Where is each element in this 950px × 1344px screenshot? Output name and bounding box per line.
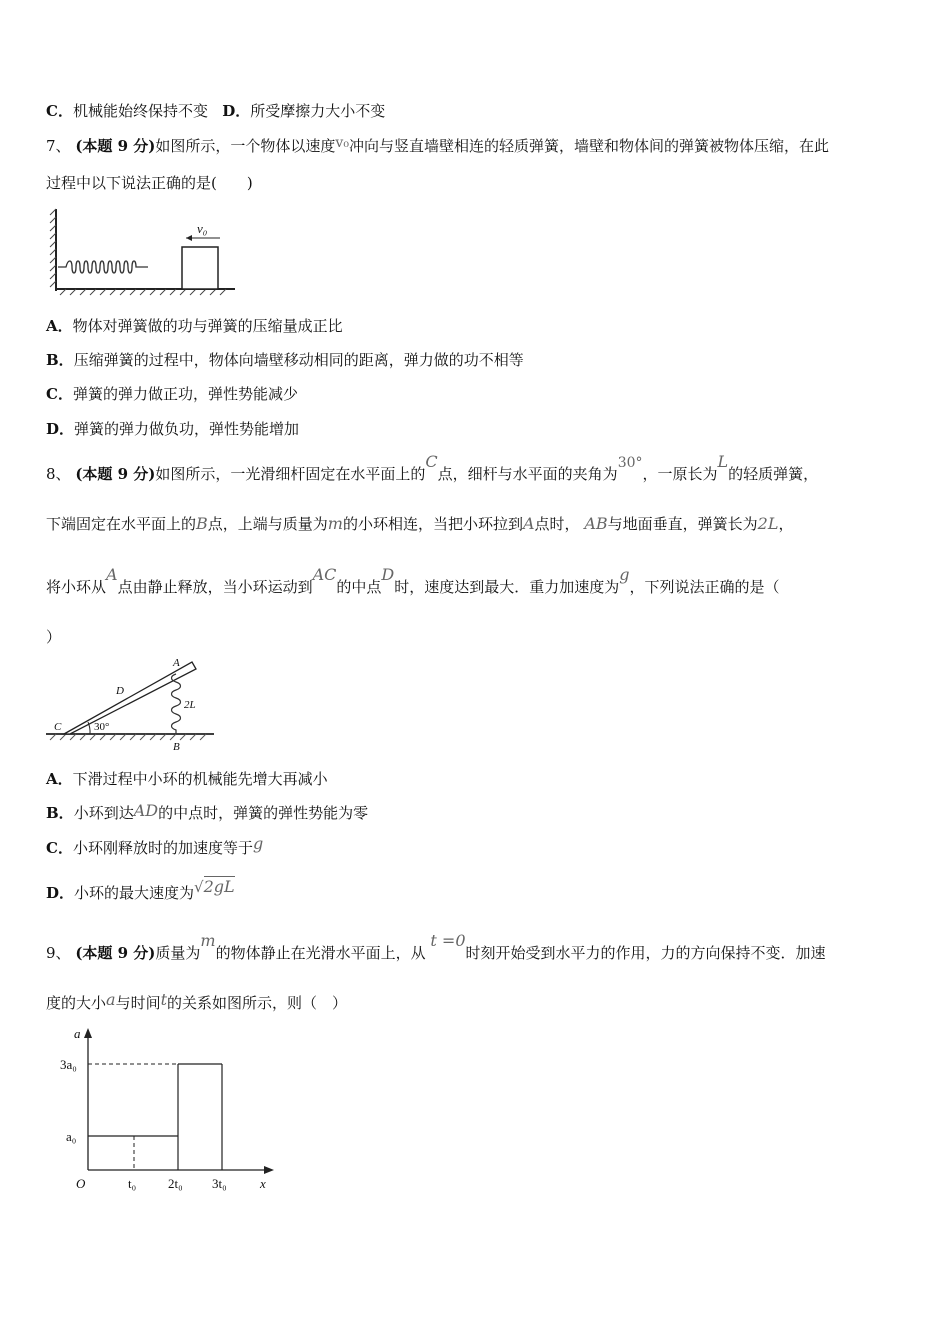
- q7-number: 7、: [46, 137, 71, 155]
- x-axis-arrow-icon: [264, 1166, 274, 1174]
- fig-label-B: B: [173, 741, 180, 753]
- q8-option-c-pre: 小环刚释放时的加速度等于: [72, 839, 253, 857]
- q7-text-1a: 如图所示，一个物体以速度: [155, 137, 336, 155]
- q7-text-1b: 冲向与竖直墙壁相连的轻质弹簧，墙壁和物体间的弹簧被物体压缩，在此: [348, 137, 829, 155]
- q8-option-b-pre: 小环到达: [73, 804, 134, 822]
- q8-text-1c: ，一原长为: [642, 465, 718, 483]
- q6-options-row: [46, 101, 385, 121]
- q8-option-d-math: 2gL: [203, 877, 235, 896]
- q7-line-1: [46, 136, 829, 157]
- fig-angle-label: 30°: [94, 721, 110, 733]
- q8-math-A: A: [522, 514, 535, 533]
- q8-option-c-math: g: [252, 834, 264, 853]
- velocity-arrow-head: [186, 235, 192, 241]
- q8-tag: (本题 9 分): [75, 465, 156, 483]
- q8-option-d-letter: D．: [46, 884, 75, 902]
- q7-tag: (本题 9 分): [75, 137, 156, 155]
- q8-text-3a: 将小环从: [46, 578, 107, 596]
- q8-option-a-text: 下滑过程中小环的机械能先增大再减小: [72, 770, 328, 788]
- q6-option-c-letter: C．: [46, 102, 73, 120]
- graph-origin-label: O: [76, 1176, 86, 1191]
- q9-text-1c: 时刻开始受到水平力的作用，力的方向保持不变．加速: [465, 944, 826, 962]
- q8-math-angle: 30°: [617, 455, 643, 471]
- q8-line-4: ）: [46, 628, 62, 646]
- q9-line-1: [46, 931, 826, 963]
- q7-line-2: 过程中以下说法正确的是( ): [46, 174, 253, 192]
- q9-graph: [56, 1026, 286, 1196]
- q9-text-1b: 的物体静止在光滑水平面上，从: [215, 944, 426, 962]
- q8-text-3e: ，下列说法正确的是（: [629, 578, 780, 596]
- q8-text-1b: 点，细杆与水平面的夹角为: [437, 465, 618, 483]
- q9-number: 9、: [46, 944, 71, 962]
- q8-math-B: B: [196, 514, 208, 533]
- graph-y-label: a: [74, 1026, 81, 1041]
- graph-tick-3a0: 3a₀: [60, 1057, 77, 1072]
- q8-option-b: [46, 803, 368, 823]
- q8-option-b-post: 的中点时，弹簧的弹性势能为零: [158, 804, 369, 822]
- q8-option-b-math: AD: [133, 801, 159, 820]
- spring: [58, 261, 148, 273]
- q8-option-d: [46, 877, 235, 903]
- q8-math-AB: AB: [584, 514, 608, 533]
- block: [182, 247, 218, 289]
- fig-label-D: D: [116, 685, 124, 697]
- q8-incline-figure: [46, 652, 216, 752]
- q7-spring-figure: [50, 205, 240, 297]
- q7-option-d: [46, 419, 299, 439]
- q7-option-d-letter: D．: [46, 420, 75, 438]
- q8-math-A2: A: [106, 565, 118, 584]
- q7-option-a-letter: A．: [46, 317, 73, 335]
- q8-option-c-letter: C．: [46, 839, 73, 857]
- q9-tag: (本题 9 分): [75, 944, 156, 962]
- q6-option-d-text: 所受摩擦力大小不变: [250, 102, 386, 120]
- y-axis-arrow-icon: [84, 1028, 92, 1038]
- q8-option-b-letter: B．: [46, 804, 74, 822]
- fig-label-A: A: [173, 657, 180, 669]
- graph-tick-a0: a₀: [66, 1129, 77, 1144]
- q7-option-b-letter: B．: [46, 351, 74, 369]
- q8-math-m: m: [327, 514, 343, 533]
- q9-math-a: a: [106, 990, 116, 1009]
- q7-option-d-text: 弹簧的弹力做负功，弹性势能增加: [74, 420, 300, 438]
- q8-text-2c: 的小环相连，当把小环拉到: [342, 515, 523, 533]
- q8-text-1d: 的轻质弹簧，: [728, 465, 819, 483]
- q8-math-2L: 2L: [757, 514, 779, 533]
- fig-label-2L: 2L: [184, 699, 196, 711]
- q7-option-a-text: 物体对弹簧做的功与弹簧的压缩量成正比: [72, 317, 343, 335]
- ground-hatching: [50, 734, 206, 740]
- q8-option-d-pre: 小环的最大速度为: [74, 884, 195, 902]
- spring: [172, 674, 181, 734]
- q8-line-3: [46, 565, 780, 597]
- q7-option-c: [46, 384, 298, 404]
- q7-v0: v₀: [335, 135, 349, 151]
- q8-math-L: L: [717, 452, 729, 471]
- q9-text-2c: 的关系如图所示，则（ ）: [167, 994, 348, 1012]
- q8-line-1: [46, 452, 819, 485]
- q8-text-2a: 下端固定在水平面上的: [46, 515, 197, 533]
- q9-text-2b: 与时间: [115, 994, 161, 1012]
- q9-text-2a: 度的大小: [46, 994, 107, 1012]
- q7-option-b: [46, 350, 524, 370]
- q7-option-b-text: 压缩弹簧的过程中，物体向墙壁移动相同的距离，弹力做的功不相等: [73, 351, 524, 369]
- graph-x-label: x: [260, 1176, 266, 1191]
- graph-tick-3t0: 3t₀: [212, 1176, 227, 1191]
- fig-v0-label: v₀: [197, 221, 208, 236]
- q8-math-AC: AC: [312, 565, 337, 584]
- graph-tick-t0: t₀: [128, 1176, 137, 1191]
- q8-number: 8、: [46, 465, 71, 483]
- q8-text-2f: ，: [778, 515, 794, 533]
- q9-text-1a: 质量为: [155, 944, 201, 962]
- q7-option-c-letter: C．: [46, 385, 73, 403]
- q8-text-2d: 点时，: [534, 515, 580, 533]
- q8-math-C: C: [425, 452, 438, 471]
- q8-text-3b: 点由静止释放，当小环运动到: [117, 578, 313, 596]
- q8-line-2: [46, 514, 794, 534]
- q9-line-2: [46, 990, 348, 1013]
- fig-label-C: C: [54, 721, 62, 733]
- graph-tick-2t0: 2t₀: [168, 1176, 183, 1191]
- q6-option-c-text: 机械能始终保持不变: [72, 102, 208, 120]
- q8-text-3d: 时，速度达到最大．重力加速度为: [394, 578, 620, 596]
- q8-option-c: [46, 834, 264, 858]
- q9-math-t: t: [160, 990, 168, 1009]
- q7-option-a: [46, 316, 343, 336]
- q8-text-2b: 点，上端与质量为: [207, 515, 328, 533]
- sqrt-icon: √: [194, 878, 204, 896]
- q8-text-3c: 的中点: [336, 578, 382, 596]
- q9-math-t0: t =0: [430, 931, 466, 950]
- q7-option-c-text: 弹簧的弹力做正功，弹性势能减少: [72, 385, 298, 403]
- q9-math-m: m: [200, 931, 216, 950]
- q8-option-a-letter: A．: [46, 770, 73, 788]
- q8-text-2e: 与地面垂直，弹簧长为: [607, 515, 758, 533]
- q8-option-a: [46, 769, 328, 789]
- q8-math-g: g: [619, 565, 630, 584]
- q8-math-D: D: [381, 565, 395, 584]
- q8-text-1a: 如图所示，一光滑细杆固定在水平面上的: [155, 465, 426, 483]
- q6-option-d-letter: D．: [222, 102, 251, 120]
